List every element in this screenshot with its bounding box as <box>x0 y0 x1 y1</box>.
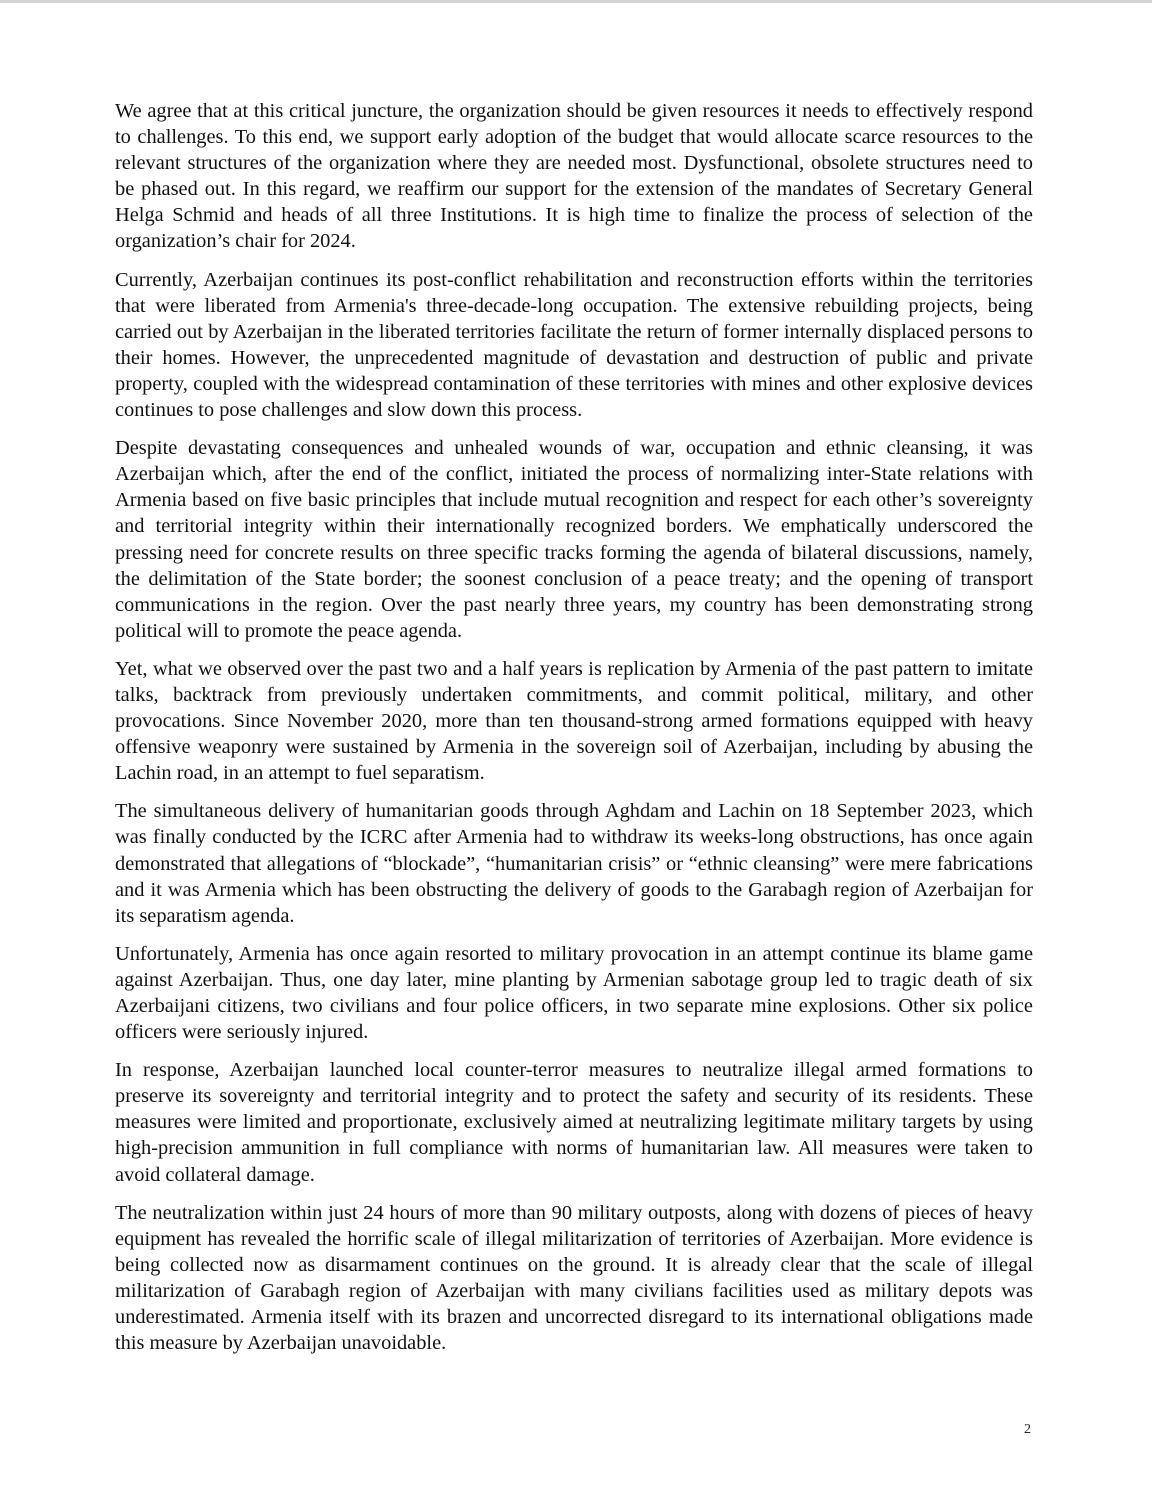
paragraph-humanitarian-delivery: The simultaneous delivery of humanitarian goods through Aghdam and Lachin on 18 September 2023, which was finally conducted by the ICRC after Armenia had to withdraw its weeks-long obstructions, has once again demonstrated that allegations of “blockade”, “humanitarian crisis” or “ethnic cleansing” were mere fabrications and it was Armenia which has been obstructing the delivery of goods to the Garabagh region of Azerbaijan for its separatism agenda. <box>115 800 1033 927</box>
paragraph-reconstruction: Currently, Azerbaijan continues its post-conflict rehabilitation and reconstruction efforts within the territories that were liberated from Armenia's three-decade-long occupation. The extensive rebuilding projects, being carried out by Azerbaijan in the liberated territories facilitate the return of former internally displaced persons to their homes. However, the unprecedented magnitude of devastation and destruction of public and private property, coupled with the widespread contamination of these territories with mines and other explosive devices continues to pose challenges and slow down this process. <box>115 268 1033 422</box>
paragraph-provocations: Yet, what we observed over the past two and a half years is replication by Armenia of the past pattern to imitate talks, backtrack from previously undertaken commitments, and commit political, military, and other provocations. Since November 2020, more than ten thousand-strong armed formations equipped with heavy offensive weaponry were sustained by Armenia in the sovereign soil of Azerbaijan, including by abusing the Lachin road, in an attempt to fuel separatism. <box>115 657 1033 785</box>
paragraph-mine-explosions: Unfortunately, Armenia has once again resorted to military provocation in an attempt continue its blame game against Azerbaijan. Thus, one day later, mine planting by Armenian sabotage group led to tragic death of six Azerbaijani citizens, two civilians and four police officers, in two separate mine explosions. Other six police officers were seriously injured. <box>115 942 1033 1044</box>
document-body <box>115 98 1033 1368</box>
paragraph-counter-terror: In response, Azerbaijan launched local counter-terror measures to neutralize illegal armed formations to preserve its sovereignty and territorial integrity and to protect the safety and security of its residents. These measures were limited and proportionate, exclusively aimed at neutralizing legitimate military targets by using high-precision ammunition in full compliance with norms of humanitarian law. All measures were taken to avoid collateral damage. <box>115 1059 1033 1186</box>
paragraph-normalization: Despite devastating consequences and unhealed wounds of war, occupation and ethnic cleansing, it was Azerbaijan which, after the end of the conflict, initiated the process of normalizing inter-State relations with Armenia based on five basic principles that include mutual recognition and respect for each other’s sovereignty and territorial integrity within their internationally recognized borders. We emphatically underscored the pressing need for concrete results on three specific tracks forming the agenda of bilateral discussions, namely, the delimitation of the State border; the soonest conclusion of a peace treaty; and the opening of transport communications in the region. Over the past nearly three years, my country has been demonstrating strong political will to promote the peace agenda. <box>115 437 1033 642</box>
page-top-edge <box>0 0 1152 3</box>
page-number: 2 <box>1024 1422 1031 1437</box>
paragraph-budget: We agree that at this critical juncture, the organization should be given resources it needs to effectively respond to challenges. To this end, we support early adoption of the budget that would allocate scarce resources to the relevant structures of the organization where they are needed most. Dysfunctional, obsolete structures need to be phased out. In this regard, we reaffirm our support for the extension of the mandates of Secretary General Helga Schmid and heads of all three Institutions. It is high time to finalize the process of selection of the organization’s chair for 2024. <box>115 100 1033 253</box>
paragraph-neutralization: The neutralization within just 24 hours of more than 90 military outposts, along with dozens of pieces of heavy equipment has revealed the horrific scale of illegal militarization of territories of Azerbaijan. More evidence is being collected now as disarmament continues on the ground. It is already clear that the scale of illegal militarization of Garabagh region of Azerbaijan with many civilians facilities used as military depots was underestimated. Armenia itself with its brazen and uncorrected disregard to its international obligations made this measure by Azerbaijan unavoidable. <box>115 1201 1033 1355</box>
